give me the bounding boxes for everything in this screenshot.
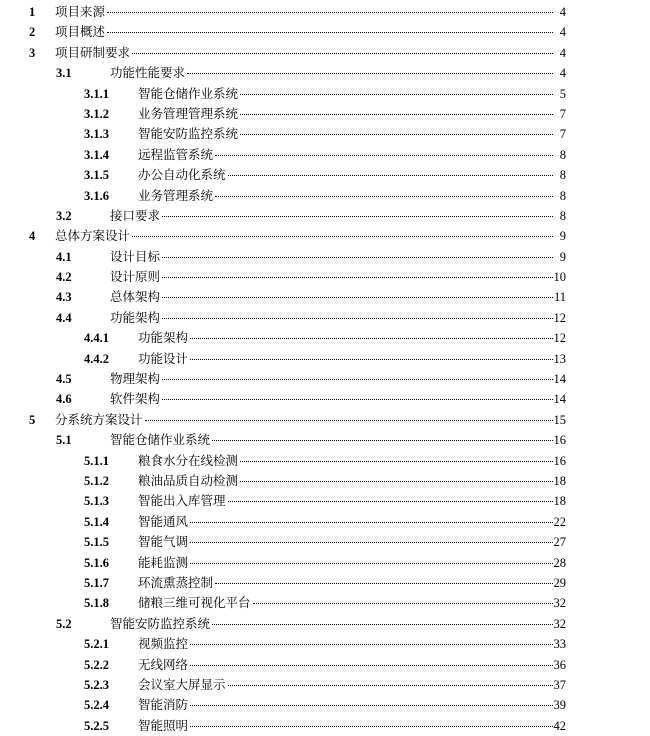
toc-entry[interactable] bbox=[0, 43, 650, 63]
toc-entry-line bbox=[110, 63, 566, 83]
toc-entry[interactable] bbox=[0, 553, 650, 573]
toc-entry-line bbox=[138, 165, 566, 185]
toc-entry-line bbox=[55, 2, 566, 22]
toc-entry-line bbox=[138, 491, 566, 511]
toc-entry-title: 功能设计 bbox=[138, 350, 189, 366]
toc-entry[interactable] bbox=[0, 267, 650, 287]
dot-leader bbox=[212, 440, 552, 441]
toc-entry-page-number: 7 bbox=[559, 127, 566, 142]
toc-entry[interactable] bbox=[0, 634, 650, 654]
toc-entry[interactable] bbox=[0, 532, 650, 552]
toc-entry-number: 3.1.3 bbox=[84, 127, 109, 142]
toc-entry-line bbox=[110, 614, 566, 634]
toc-entry[interactable] bbox=[0, 226, 650, 246]
dot-leader bbox=[162, 297, 553, 298]
toc-entry[interactable] bbox=[0, 614, 650, 634]
toc-entry-number: 5.1.3 bbox=[84, 494, 109, 509]
toc-entry[interactable] bbox=[0, 84, 650, 104]
toc-entry[interactable] bbox=[0, 655, 650, 675]
toc-entry-number: 4.2 bbox=[56, 270, 72, 285]
toc-entry-page-number: 11 bbox=[553, 290, 566, 305]
toc-entry-page-number: 32 bbox=[553, 616, 566, 631]
toc-entry[interactable] bbox=[0, 328, 650, 348]
toc-entry-line bbox=[110, 369, 566, 389]
toc-entry-number: 5.1.1 bbox=[84, 453, 109, 468]
toc-entry-line bbox=[138, 532, 566, 552]
toc-entry-line bbox=[138, 573, 566, 593]
toc-entry-title: 智能安防监控系统 bbox=[138, 126, 239, 142]
toc-entry-number: 3.1.2 bbox=[84, 106, 109, 121]
toc-entry-number: 4.3 bbox=[56, 290, 72, 305]
toc-entry-page-number: 16 bbox=[553, 453, 566, 468]
toc-entry-title: 项目来源 bbox=[55, 4, 106, 19]
dot-leader bbox=[228, 501, 553, 502]
toc-entry-title: 能耗监测 bbox=[138, 554, 189, 570]
toc-entry-number: 5 bbox=[29, 412, 36, 427]
toc-entry[interactable] bbox=[0, 124, 650, 144]
toc-entry-line bbox=[138, 124, 566, 144]
toc-entry-number: 3.1.6 bbox=[84, 188, 109, 203]
toc-entry-number: 5.1.8 bbox=[84, 596, 109, 611]
toc-entry-title: 视频监控 bbox=[138, 636, 189, 652]
dot-leader bbox=[240, 134, 553, 135]
toc-entry-title: 办公自动化系统 bbox=[138, 167, 226, 183]
toc-entry-page-number: 15 bbox=[553, 412, 566, 427]
toc-entry-page-number: 4 bbox=[559, 66, 566, 81]
toc-entry[interactable] bbox=[0, 573, 650, 593]
dot-leader bbox=[240, 94, 553, 95]
toc-entry-title: 智能气调 bbox=[138, 534, 189, 550]
dot-leader bbox=[215, 583, 552, 584]
toc-entry-number: 2 bbox=[29, 25, 36, 40]
toc-entry-title: 总体方案设计 bbox=[55, 228, 131, 244]
toc-entry-number: 1 bbox=[29, 5, 36, 19]
toc-entry-line bbox=[138, 328, 566, 348]
toc-entry-title: 设计原则 bbox=[110, 269, 161, 285]
toc-entry-number: 3.1.4 bbox=[84, 147, 109, 162]
dot-leader bbox=[190, 542, 552, 543]
toc-entry-line bbox=[110, 389, 566, 409]
toc-entry-title: 智能照明 bbox=[138, 717, 189, 733]
toc-entry-title: 智能仓储作业系统 bbox=[138, 85, 239, 101]
toc-entry-number: 4.6 bbox=[56, 392, 72, 407]
toc-entry[interactable] bbox=[0, 410, 650, 430]
toc-entry-line bbox=[138, 695, 566, 715]
toc-entry-line bbox=[138, 349, 566, 369]
toc-entry-title: 业务管理系统 bbox=[138, 187, 214, 203]
toc-entry-title: 储粮三维可视化平台 bbox=[138, 595, 251, 611]
toc-entry-number: 4.4.2 bbox=[84, 351, 109, 366]
toc-entry-page-number: 37 bbox=[553, 677, 566, 692]
toc-entry-number: 3.1.1 bbox=[84, 86, 109, 101]
toc-entry-title: 智能安防监控系统 bbox=[110, 615, 211, 631]
toc-entry-title: 功能性能要求 bbox=[110, 65, 186, 81]
toc-entry-page-number: 8 bbox=[559, 208, 566, 223]
dot-leader bbox=[253, 603, 553, 604]
toc-entry-title: 环流熏蒸控制 bbox=[138, 574, 214, 590]
toc-entry-line bbox=[138, 512, 566, 532]
table-of-contents bbox=[0, 2, 650, 736]
toc-entry-number: 5.2.3 bbox=[84, 677, 109, 692]
toc-entry-title: 软件架构 bbox=[110, 391, 161, 407]
toc-entry-line bbox=[138, 716, 566, 736]
toc-entry-number: 5.1.7 bbox=[84, 575, 109, 590]
toc-entry-title: 智能仓储作业系统 bbox=[110, 432, 211, 448]
dot-leader bbox=[162, 257, 553, 258]
toc-entry-title: 无线网络 bbox=[138, 656, 189, 672]
dot-leader bbox=[145, 420, 553, 421]
toc-entry-page-number: 14 bbox=[553, 372, 566, 387]
toc-entry[interactable] bbox=[0, 206, 650, 226]
toc-entry[interactable] bbox=[0, 349, 650, 369]
toc-entry-title: 粮食水分在线检测 bbox=[138, 452, 239, 468]
dot-leader bbox=[190, 338, 552, 339]
toc-entry-page-number: 18 bbox=[553, 473, 566, 488]
toc-entry-number: 5.1.5 bbox=[84, 535, 109, 550]
toc-entry[interactable] bbox=[0, 593, 650, 613]
toc-entry[interactable] bbox=[0, 389, 650, 409]
toc-entry-line bbox=[55, 43, 566, 63]
dot-leader bbox=[132, 53, 553, 54]
toc-entry[interactable] bbox=[0, 145, 650, 165]
toc-entry-number: 5.2.1 bbox=[84, 637, 109, 652]
toc-entry-title: 智能通风 bbox=[138, 513, 189, 529]
toc-entry[interactable] bbox=[0, 63, 650, 83]
toc-entry-title: 功能架构 bbox=[138, 330, 189, 346]
toc-entry-page-number: 9 bbox=[559, 229, 566, 244]
toc-entry-page-number: 14 bbox=[553, 392, 566, 407]
dot-leader bbox=[190, 563, 552, 564]
toc-entry-line bbox=[138, 593, 566, 613]
toc-entry[interactable] bbox=[0, 471, 650, 491]
toc-entry[interactable] bbox=[0, 430, 650, 450]
toc-entry-page-number: 4 bbox=[559, 45, 566, 60]
toc-entry-line bbox=[138, 84, 566, 104]
toc-entry[interactable] bbox=[0, 22, 650, 42]
toc-entry-page-number: 28 bbox=[553, 555, 566, 570]
toc-entry-page-number: 8 bbox=[559, 168, 566, 183]
toc-entry-line bbox=[138, 471, 566, 491]
dot-leader bbox=[190, 726, 552, 727]
toc-entry-page-number: 18 bbox=[553, 494, 566, 509]
toc-entry-line bbox=[138, 655, 566, 675]
toc-entry[interactable] bbox=[0, 716, 650, 736]
toc-entry-page-number: 29 bbox=[553, 575, 566, 590]
toc-entry-number: 3.1 bbox=[56, 66, 72, 81]
dot-leader bbox=[190, 705, 552, 706]
toc-entry-title: 会议室大屏显示 bbox=[138, 676, 226, 692]
toc-entry-number: 4 bbox=[29, 229, 36, 244]
toc-entry-number: 4.5 bbox=[56, 372, 72, 387]
toc-entry-number: 4.4.1 bbox=[84, 331, 109, 346]
toc-entry-line bbox=[110, 247, 566, 267]
toc-entry-page-number: 4 bbox=[559, 25, 566, 40]
toc-entry-title: 项目概述 bbox=[55, 24, 106, 40]
dot-leader bbox=[240, 461, 552, 462]
toc-entry-page-number: 7 bbox=[559, 106, 566, 121]
dot-leader bbox=[240, 114, 553, 115]
dot-leader bbox=[162, 318, 552, 319]
toc-entry-page-number: 8 bbox=[559, 147, 566, 162]
toc-entry[interactable] bbox=[0, 165, 650, 185]
toc-entry-line bbox=[55, 410, 566, 430]
toc-entry-number: 5.2 bbox=[56, 616, 72, 631]
toc-entry-title: 物理架构 bbox=[110, 371, 161, 387]
toc-entry-line bbox=[55, 226, 566, 246]
toc-entry[interactable] bbox=[0, 695, 650, 715]
toc-entry-page-number: 27 bbox=[553, 535, 566, 550]
toc-entry-title: 粮油品质自动检测 bbox=[138, 472, 239, 488]
toc-entry-page-number: 39 bbox=[553, 698, 566, 713]
dot-leader bbox=[240, 481, 552, 482]
dot-leader bbox=[190, 359, 552, 360]
dot-leader bbox=[228, 175, 553, 176]
toc-entry-number: 5.1.2 bbox=[84, 473, 109, 488]
dot-leader bbox=[162, 216, 553, 217]
toc-entry-line bbox=[110, 267, 566, 287]
toc-entry-number: 4.1 bbox=[56, 249, 72, 264]
toc-entry-page-number: 36 bbox=[553, 657, 566, 672]
toc-entry-line bbox=[110, 308, 566, 328]
toc-entry-line bbox=[138, 634, 566, 654]
toc-entry-page-number: 42 bbox=[553, 718, 566, 733]
toc-entry-number: 3.1.5 bbox=[84, 168, 109, 183]
toc-entry-page-number: 10 bbox=[553, 270, 566, 285]
dot-leader bbox=[212, 624, 552, 625]
dot-leader bbox=[187, 73, 553, 74]
dot-leader bbox=[132, 236, 553, 237]
toc-entry-title: 设计目标 bbox=[110, 248, 161, 264]
toc-entry[interactable] bbox=[0, 247, 650, 267]
toc-entry-title: 接口要求 bbox=[110, 207, 161, 223]
dot-leader bbox=[162, 399, 552, 400]
toc-entry-page-number: 8 bbox=[559, 188, 566, 203]
toc-entry-title: 功能架构 bbox=[110, 309, 161, 325]
toc-entry-number: 5.1 bbox=[56, 433, 72, 448]
toc-entry-page-number: 9 bbox=[559, 249, 566, 264]
toc-entry[interactable] bbox=[0, 308, 650, 328]
dot-leader bbox=[215, 155, 553, 156]
toc-entry-line bbox=[110, 287, 566, 307]
toc-entry-title: 总体架构 bbox=[110, 289, 161, 305]
toc-entry-line bbox=[138, 186, 566, 206]
toc-entry-title: 分系统方案设计 bbox=[55, 411, 143, 427]
toc-entry[interactable] bbox=[0, 369, 650, 389]
toc-entry-title: 业务管理管理系统 bbox=[138, 105, 239, 121]
toc-entry-page-number: 13 bbox=[553, 351, 566, 366]
toc-entry-number: 5.1.6 bbox=[84, 555, 109, 570]
toc-entry-number: 3 bbox=[29, 45, 36, 60]
toc-entry-title: 远程监管系统 bbox=[138, 146, 214, 162]
toc-entry-page-number: 33 bbox=[553, 637, 566, 652]
dot-leader bbox=[215, 196, 553, 197]
dot-leader bbox=[190, 522, 552, 523]
dot-leader bbox=[190, 644, 552, 645]
toc-entry-line bbox=[138, 451, 566, 471]
toc-entry-page-number: 12 bbox=[553, 310, 566, 325]
toc-entry-line bbox=[110, 206, 566, 226]
toc-entry[interactable] bbox=[0, 675, 650, 695]
toc-entry-title: 智能消防 bbox=[138, 697, 189, 713]
toc-entry-page-number: 16 bbox=[553, 433, 566, 448]
dot-leader bbox=[107, 12, 553, 13]
toc-entry-page-number: 4 bbox=[559, 5, 566, 19]
toc-entry-line bbox=[138, 145, 566, 165]
toc-entry[interactable] bbox=[0, 512, 650, 532]
toc-entry-number: 5.2.5 bbox=[84, 718, 109, 733]
toc-entry[interactable] bbox=[0, 451, 650, 471]
toc-entry-title: 项目研制要求 bbox=[55, 44, 131, 60]
toc-entry-line bbox=[138, 553, 566, 573]
toc-entry-page-number: 12 bbox=[553, 331, 566, 346]
dot-leader bbox=[162, 277, 552, 278]
toc-entry-page-number: 22 bbox=[553, 514, 566, 529]
toc-entry-line bbox=[110, 430, 566, 450]
toc-entry-page-number: 32 bbox=[553, 596, 566, 611]
toc-entry[interactable] bbox=[0, 104, 650, 124]
toc-entry-number: 4.4 bbox=[56, 310, 72, 325]
toc-entry[interactable] bbox=[0, 491, 650, 511]
toc-entry-line bbox=[138, 104, 566, 124]
toc-entry[interactable] bbox=[0, 186, 650, 206]
dot-leader bbox=[190, 665, 552, 666]
toc-entry-title: 智能出入库管理 bbox=[138, 493, 226, 509]
toc-entry-line bbox=[138, 675, 566, 695]
toc-entry-number: 5.2.4 bbox=[84, 698, 109, 713]
dot-leader bbox=[228, 685, 553, 686]
toc-entry-page-number: 5 bbox=[559, 86, 566, 101]
dot-leader bbox=[162, 379, 552, 380]
toc-entry-number: 5.1.4 bbox=[84, 514, 109, 529]
dot-leader bbox=[107, 32, 553, 33]
toc-entry[interactable] bbox=[0, 2, 650, 22]
toc-entry-number: 5.2.2 bbox=[84, 657, 109, 672]
toc-entry-number: 3.2 bbox=[56, 208, 72, 223]
toc-entry-line bbox=[55, 22, 566, 42]
toc-entry[interactable] bbox=[0, 287, 650, 307]
